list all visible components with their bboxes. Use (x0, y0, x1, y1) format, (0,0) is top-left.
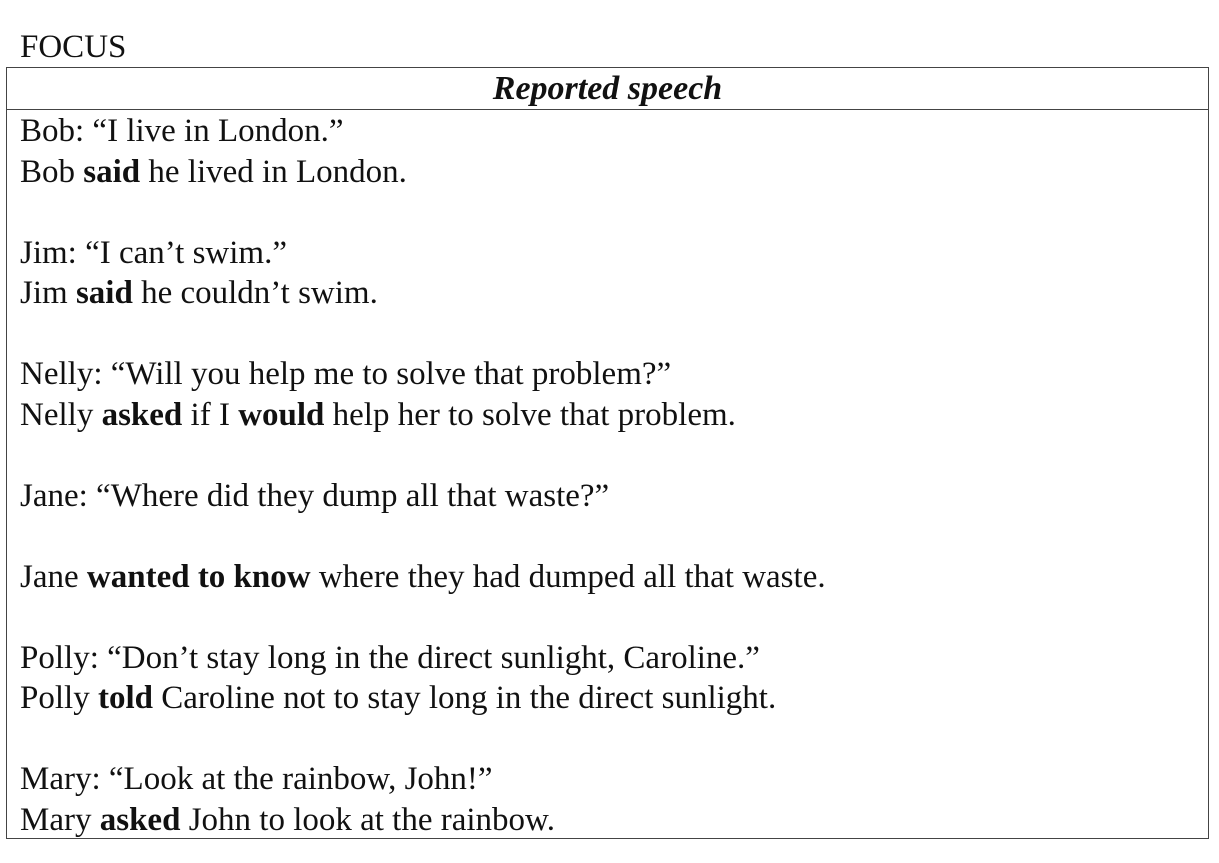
direct-speech-jane: Jane: “Where did they dump all that waste?” (20, 477, 610, 514)
reported-speech-polly (20, 678, 1208, 719)
direct-speech-polly: Polly: “Don’t stay long in the direct sunlight, Caroline.” (20, 639, 760, 676)
reported-speech-box (6, 67, 1209, 839)
box-body (7, 110, 1208, 840)
text-segment: Mary (20, 801, 100, 838)
text-segment: Polly (20, 680, 98, 716)
text-segment: John to look at the rainbow. (180, 801, 555, 838)
reported-speech-mary (20, 800, 1208, 841)
text-segment: he lived in London. (140, 153, 407, 190)
text-segment: Nelly (20, 396, 102, 433)
spacer (20, 719, 1208, 760)
text-segment: he couldn’t swim. (132, 275, 378, 311)
reporting-verb: asked (101, 396, 183, 433)
spacer (20, 314, 1208, 355)
spacer (20, 435, 1208, 476)
reported-speech-jane (20, 557, 1208, 598)
spacer (20, 597, 1208, 638)
text-segment: help her to solve that problem. (324, 396, 736, 433)
spacer (20, 192, 1208, 233)
reporting-verb: wanted to know (86, 558, 311, 595)
spacer (20, 516, 1208, 557)
text-segment: where they had dumped all that waste. (310, 558, 826, 595)
reported-speech-nelly (20, 395, 1208, 436)
reporting-verb: told (97, 680, 153, 716)
direct-speech-mary: Mary: “Look at the rainbow, John!” (20, 761, 493, 797)
reported-speech-jim (20, 273, 1208, 314)
text-segment: Jane (20, 558, 87, 595)
text-segment: Bob (20, 153, 84, 190)
reporting-verb: asked (99, 801, 181, 838)
direct-speech-nelly: Nelly: “Will you help me to solve that problem?” (20, 356, 672, 392)
page-label: FOCUS (20, 29, 127, 65)
modal-verb: would (238, 396, 325, 433)
direct-speech-bob: Bob: “I live in London.” (20, 113, 344, 149)
text-segment: Jim (20, 275, 76, 311)
reporting-verb: said (83, 153, 141, 190)
box-title: Reported speech (7, 68, 1208, 110)
reported-speech-bob (20, 152, 1208, 193)
reporting-verb: said (75, 275, 133, 311)
text-segment: Caroline not to stay long in the direct sunlight. (152, 680, 777, 716)
text-segment: if I (182, 396, 239, 433)
direct-speech-jim: Jim: “I can’t swim.” (20, 234, 287, 271)
